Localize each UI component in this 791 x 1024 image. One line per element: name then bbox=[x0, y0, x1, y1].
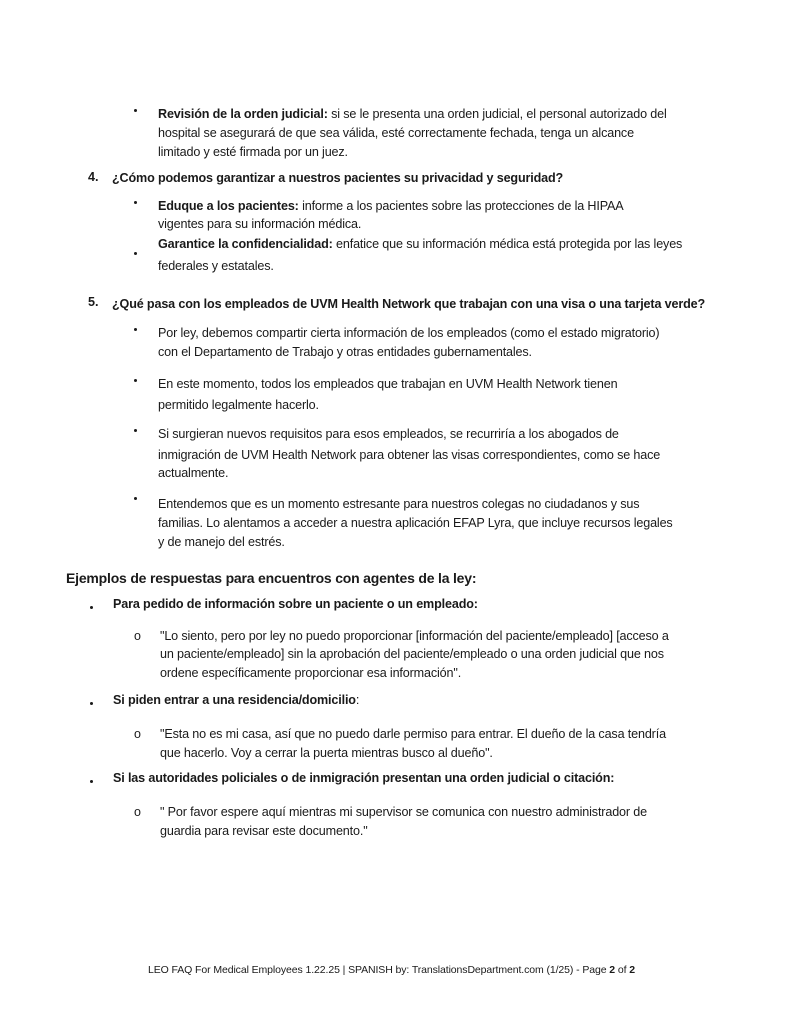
footer-of-text: of bbox=[615, 964, 630, 976]
bullet-icon bbox=[134, 379, 137, 382]
item-text: limitado y esté firmada por un juez. bbox=[158, 145, 348, 159]
sub-bullet-icon: o bbox=[134, 629, 141, 643]
item-text: enfatice que su información médica está protegida por las leyes bbox=[332, 237, 683, 251]
question-number: 5. bbox=[88, 295, 99, 309]
sub-bullet-icon: o bbox=[134, 727, 141, 741]
example-label: Para pedido de información sobre un paciente o un empleado: bbox=[113, 597, 478, 611]
bullet-icon bbox=[134, 497, 137, 500]
response-text: " Por favor espere aquí mientras mi supervisor se comunica con nuestro administrador de bbox=[160, 805, 648, 819]
response-text: que hacerlo. Voy a cerrar la puerta mientras busco al dueño". bbox=[160, 746, 493, 760]
bullet-icon bbox=[134, 252, 137, 255]
response-text: ordene específicamente proporcionar esa información". bbox=[160, 666, 462, 680]
page-footer bbox=[148, 964, 635, 977]
item-text: vigentes para su información médica. bbox=[158, 217, 362, 231]
question-title: ¿Cómo podemos garantizar a nuestros pacientes su privacidad y seguridad? bbox=[112, 171, 564, 185]
current-page-number: 2 bbox=[609, 964, 616, 976]
example-label: Si las autoridades policiales o de inmigración presentan una orden judicial o citación: bbox=[113, 771, 615, 785]
response-text: guardia para revisar este documento." bbox=[160, 824, 368, 838]
response-text: "Lo siento, pero por ley no puedo proporcionar [información del paciente/empleado] [acceso a bbox=[160, 629, 669, 643]
bullet-icon bbox=[134, 429, 137, 432]
item-text: Si surgieran nuevos requisitos para esos empleados, se recurriría a los abogados de bbox=[158, 427, 619, 441]
item-text: Por ley, debemos compartir cierta información de los empleados (como el estado migratorio) bbox=[158, 326, 660, 340]
item-text: inmigración de UVM Health Network para obtener las visas correspondientes, como se hace bbox=[158, 448, 661, 462]
item-label: Eduque a los pacientes: bbox=[158, 199, 299, 213]
item-text: actualmente. bbox=[158, 466, 229, 480]
item-text: federales y estatales. bbox=[158, 259, 274, 273]
question-number: 4. bbox=[88, 170, 99, 184]
item-text: En este momento, todos los empleados que trabajan en UVM Health Network tienen bbox=[158, 377, 618, 391]
item-text: informe a los pacientes sobre las protecciones de la HIPAA bbox=[298, 199, 624, 213]
sub-bullet-icon: o bbox=[134, 805, 141, 819]
bullet-icon bbox=[134, 328, 137, 331]
item-text: hospital se asegurará de que sea válida, esté correctamente fechada, tenga un alcance bbox=[158, 126, 634, 140]
item-text: Entendemos que es un momento estresante para nuestros colegas no ciudadanos y sus bbox=[158, 497, 640, 511]
section-heading: Ejemplos de respuestas para encuentros con agentes de la ley: bbox=[66, 570, 477, 586]
footer-text: LEO FAQ For Medical Employees 1.22.25 | SPANISH by: TranslationsDepartment.com (1/25) - Page bbox=[148, 964, 610, 976]
bullet-icon bbox=[90, 780, 93, 783]
example-label: Si piden entrar a una residencia/domicilio bbox=[113, 693, 356, 707]
item-label: Revisión de la orden judicial: bbox=[158, 107, 328, 121]
response-text: "Esta no es mi casa, así que no puedo darle permiso para entrar. El dueño de la casa tendría bbox=[160, 727, 666, 741]
item-text: familias. Lo alentamos a acceder a nuestra aplicación EFAP Lyra, que incluye recursos legales bbox=[158, 516, 673, 530]
item-label: Garantice la confidencialidad: bbox=[158, 237, 333, 251]
item-text: permitido legalmente hacerlo. bbox=[158, 398, 319, 412]
bullet-icon bbox=[134, 109, 137, 112]
example-label-suffix: : bbox=[355, 693, 360, 707]
response-text: un paciente/empleado] sin la aprobación del paciente/empleado o una orden judicial que nos bbox=[160, 647, 664, 661]
bullet-icon bbox=[134, 201, 137, 204]
item-text: y de manejo del estrés. bbox=[158, 535, 285, 549]
item-text: si se le presenta una orden judicial, el personal autorizado del bbox=[327, 107, 667, 121]
bullet-icon bbox=[90, 702, 93, 705]
item-text: con el Departamento de Trabajo y otras entidades gubernamentales. bbox=[158, 345, 532, 359]
total-pages-number: 2 bbox=[629, 964, 635, 976]
question-title: ¿Qué pasa con los empleados de UVM Health Network que trabajan con una visa o una tarjeta verde? bbox=[112, 297, 706, 311]
bullet-icon bbox=[90, 606, 93, 609]
